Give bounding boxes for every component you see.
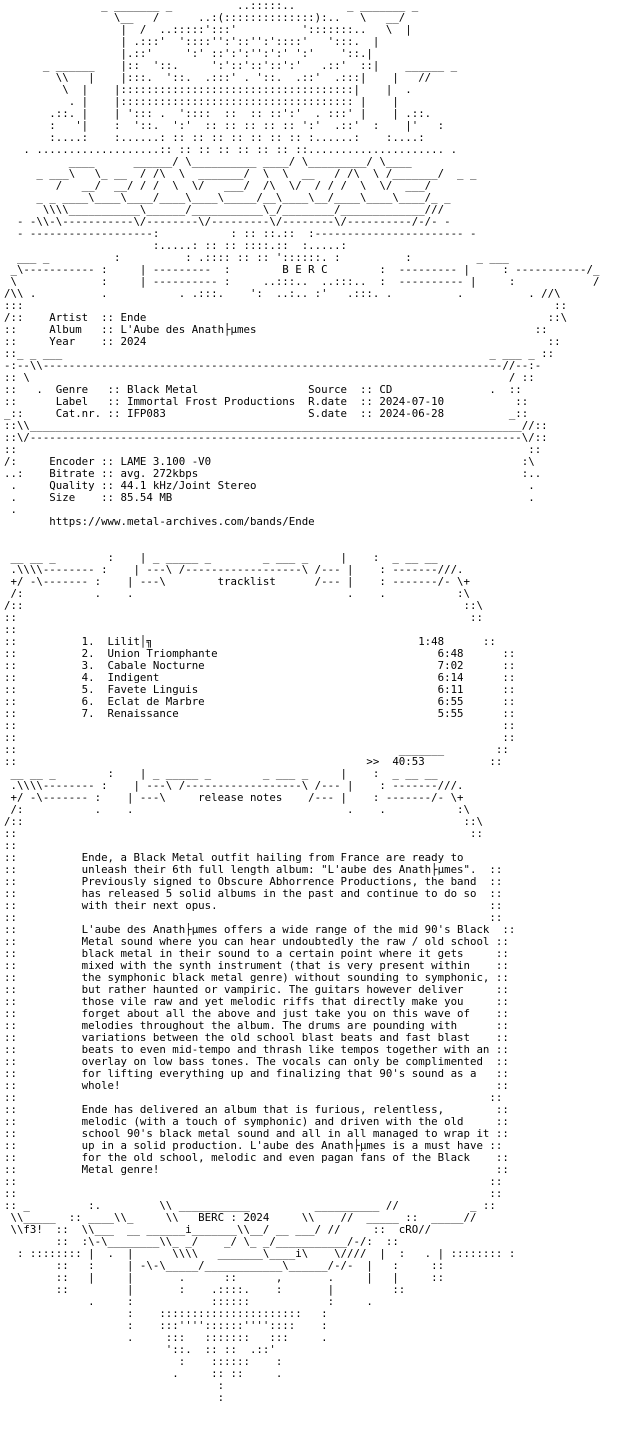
nfo-line: :	[4, 1379, 225, 1392]
nfo-line: /: . . . . :\	[4, 587, 470, 600]
nfo-line: :: ::	[4, 827, 483, 840]
nfo-line: . : :::::: : .	[4, 1295, 373, 1308]
nfo-line: :: mixed with the synth instrument (that is very present within ::	[4, 959, 509, 972]
nfo-line: '::. :: :: .::'	[4, 1343, 276, 1356]
nfo-line: :: Label :: Immortal Frost Productions R.date :: 2024-07-10 ::	[4, 395, 529, 408]
nfo-line: \\\\___________\______/___________\_/________/_____________///	[4, 203, 445, 216]
nfo-line: : :::''''::::::'''':::: :	[4, 1319, 328, 1332]
nfo-line: :.....: :: :: ::::.:: :.....:	[4, 239, 348, 252]
nfo-line: \__ / ..:(::::::::::::::):.. \ __/	[4, 11, 406, 24]
nfo-line: . Quality :: 44.1 kHz/Joint Stereo .	[4, 479, 535, 492]
nfo-line: :: ::	[4, 611, 483, 624]
nfo-line: ____ ______/ \__________ ____/ \_________/ \____	[4, 155, 412, 168]
nfo-line: :: Ende, a Black Metal outfit hailing from France are ready to	[4, 851, 464, 864]
nfo-line: .\\\\-------- : | ---\ /------------------\ /--- | : -------///.	[4, 563, 464, 576]
nfo-line: \\ | |:::. '::. .:::' . '::. .::' .:::| | //	[4, 71, 432, 84]
nfo-line: :	[4, 1391, 225, 1404]
nfo-line: :: : | -\-\_____/____________\______/-/- | : ::	[4, 1259, 445, 1272]
nfo-line: :: for the old school, melodic and even pagan fans of the Black ::	[4, 1151, 509, 1164]
nfo-line: :: . Genre :: Black Metal Source :: CD . ::	[4, 383, 522, 396]
nfo-line: :: L'aube des Anath├µmes offers a wide range of the mid 90's Black ::	[4, 923, 516, 936]
nfo-line: https://www.metal-archives.com/bands/Ende	[4, 515, 315, 528]
nfo-line: :: overlay on low bass tones. The vocals can only be complimented ::	[4, 1055, 509, 1068]
nfo-line: \ | |::::::::::::::::::::::::::::::::::::| | .	[4, 83, 412, 96]
nfo-line: :: the symphonic black metal genre) without sounding to symphonic, ::	[4, 971, 509, 984]
nfo-line: :: >> 40:53 ::	[4, 755, 503, 768]
nfo-line: . ::: ::::::: ::: .	[4, 1331, 328, 1344]
nfo-line: __ __ _ : | _ _____ _ _ ___ _ | : _ __ __	[4, 551, 438, 564]
nfo-line: : :::::: :	[4, 1355, 283, 1368]
nfo-line: ::: ::	[4, 299, 568, 312]
nfo-line: :: | | . :: , . | | ::	[4, 1271, 445, 1284]
nfo-line: :: up in a solid production. L'aube des Anath├µmes is a must have ::	[4, 1139, 503, 1152]
nfo-line: .::. | | '::: . ':::: :: :: ::':' . :::' | | .::.	[4, 107, 432, 120]
nfo-line: _:: Cat.nr. :: IFP083 S.date :: 2024-06-28 _::	[4, 407, 529, 420]
nfo-line: ::	[4, 839, 17, 852]
nfo-line: . ...................:: :: :: :: :: :: :: ::..................... .	[4, 143, 458, 156]
nfo-line: ::\/----------------------------------------------------------------------------\/::	[4, 431, 548, 444]
nfo-line: :: 7. Renaissance 5:55 ::	[4, 707, 516, 720]
nfo-line: /\\ . . . .:::. ': ..:.. :' .:::. . . . //\	[4, 287, 561, 300]
nfo-line: :: beats to even mid-tempo and thrash like tempos together with an ::	[4, 1043, 509, 1056]
nfo-line: :: ::	[4, 719, 516, 732]
nfo-line: ___ _ : : .:::: :: :: '::::::. : : _ ___	[4, 251, 509, 264]
nfo-line: :: Metal genre! ::	[4, 1163, 509, 1176]
nfo-line: . :: :: .	[4, 1367, 283, 1380]
nfo-line: /:: ::\	[4, 815, 483, 828]
nfo-line: :: Ende has delivered an album that is furious, relentless, ::	[4, 1103, 509, 1116]
nfo-line: /: Encoder :: LAME 3.100 -V0 :\	[4, 455, 535, 468]
nfo-line: :: ::	[4, 1175, 503, 1188]
nfo-line: :: :\-\________\\_ _/ _/ \_ _/___________/-/: ::	[4, 1235, 399, 1248]
nfo-line: .	[4, 503, 17, 516]
nfo-line: :: school 90's black metal sound and all in all managed to wrap it ::	[4, 1127, 509, 1140]
nfo-line: :: ::	[4, 1091, 503, 1104]
nfo-line: | .:::' '::::'':'::'':'::::' ':::. |	[4, 35, 380, 48]
nfo-line: :: ::	[4, 443, 542, 456]
nfo-line	[4, 528, 640, 540]
nfo-line: :....: :......: :: :: :: :: :: :: :: :......: :....:	[4, 131, 425, 144]
nfo-line: :: but rather haunted or vampiric. The guitars however deliver ::	[4, 983, 509, 996]
nfo-line: :: for lifting everything up and finalizing that 90's sound as a ::	[4, 1067, 509, 1080]
nfo-line: _ ______ |:: '::. ':'::'::'::':' .::' ::| ______ _	[4, 59, 458, 72]
nfo-line: :: whole! ::	[4, 1079, 509, 1092]
nfo-line: :: _ :. \\ ___________ __________ // _ ::	[4, 1199, 496, 1212]
nfo-line: /: . . . . :\	[4, 803, 470, 816]
nfo-line: :: forget about all the above and just take you on this wave of ::	[4, 1007, 509, 1020]
nfo-line: ::	[4, 623, 17, 636]
nfo-line: _ _ ____\____\____/____\____\_____/__\____\__/____\____\____/_ _	[4, 191, 451, 204]
nfo-line: _\----------- : | --------- : B E R C : --------- | : -----------/_	[4, 263, 600, 276]
nfo-line: / __/ __/ / / \ \/ ___/ /\ \/ / / / \ \/ ___/	[4, 179, 432, 192]
nfo-line: :: 2. Union Triomphante 6:48 ::	[4, 647, 516, 660]
nfo-line: :: 5. Favete Linguis 6:11 ::	[4, 683, 516, 696]
nfo-line: :: Metal sound where you can hear undoubtedly the raw / old school ::	[4, 935, 509, 948]
nfo-line: - -------------------: : :: ::.:: :----------------------- -	[4, 227, 477, 240]
nfo-line: -:--\\-----------------------------------------------------------------------//--:-	[4, 359, 542, 372]
nfo-line: :: with their next opus. ::	[4, 899, 503, 912]
nfo-line: /:: Artist :: Ende ::\	[4, 311, 568, 324]
nfo-line: :: \ / ::	[4, 371, 535, 384]
nfo-line: :: _______ ::	[4, 743, 509, 756]
nfo-line: ::_ _ ___ _ ___ _ ::	[4, 347, 555, 360]
nfo-line: \ : | ---------- : ..:::.. ..:::.. : ---------- | : /	[4, 275, 600, 288]
nfo-line: :: melodies throughout the album. The drums are pounding with ::	[4, 1019, 509, 1032]
nfo-line: /:: ::\	[4, 599, 483, 612]
nfo-line: :: melodic (with a touch of symphonic) and driven with the old ::	[4, 1115, 509, 1128]
nfo-document	[4, 0, 640, 1440]
nfo-line: :: variations between the old school blast beats and fast blast ::	[4, 1031, 509, 1044]
nfo-line: :: black metal in their sound to a certain point where it gets ::	[4, 947, 509, 960]
nfo-line: :: has released 5 solid albums in the past and continue to do so ::	[4, 887, 503, 900]
nfo-line: | / ..:::::':::' ':::::::.. \ |	[4, 23, 412, 36]
nfo-line: _ _______ _ ..:::::.. _ _______ _	[4, 0, 419, 12]
nfo-line: :: Year :: 2024 ::	[4, 335, 561, 348]
nfo-line: :: those vile raw and yet melodic riffs that directly make you ::	[4, 995, 509, 1008]
nfo-line: : :::::::::::::::::::::: :	[4, 1307, 328, 1320]
nfo-line: : :::::::: | . | \\\\ _______\____i\ \//// | : . | :::::::: :	[4, 1247, 516, 1260]
nfo-line: :: | : .::::. : | ::	[4, 1283, 406, 1296]
nfo-line: _ ___\ \_ __ / /\ \ _______/ \ \ __ / /\ \ /_______/ _ _	[4, 167, 477, 180]
nfo-line: :: Previously signed to Obscure Abhorrence Productions, the band ::	[4, 875, 503, 888]
nfo-line: :: ::	[4, 911, 503, 924]
nfo-line: . Size :: 85.54 MB .	[4, 491, 535, 504]
nfo-line: : '| : '::. ':' :: :: :: :: :: ':' .::' : |' :	[4, 119, 445, 132]
nfo-line: ::\\____________________________________________________________________________//::	[4, 419, 548, 432]
nfo-line: \\_____ :: ____\\_ \\ BERC : 2024 \\ // _____ :: _____//	[4, 1211, 477, 1224]
nfo-line: :: ::	[4, 731, 516, 744]
nfo-line: :: 6. Eclat de Marbre 6:55 ::	[4, 695, 516, 708]
nfo-line: ..: Bitrate :: avg. 272kbps :..	[4, 467, 542, 480]
nfo-line: :: 1. Lilit│╗ 1:48 ::	[4, 635, 496, 648]
nfo-line: +/ -\------- : | ---\ release notes /--- | : -------/- \+	[4, 791, 464, 804]
nfo-line: :: 3. Cabale Nocturne 7:02 ::	[4, 659, 516, 672]
nfo-line: +/ -\------- : | ---\ tracklist /--- | : -------/- \+	[4, 575, 470, 588]
nfo-line: :: 4. Indigent 6:14 ::	[4, 671, 516, 684]
nfo-line: __ __ _ : | _ _____ _ _ ___ _ | : _ __ __	[4, 767, 438, 780]
nfo-line: . | |:::::::::::::::::::::::::::::::::::: | |	[4, 95, 399, 108]
nfo-line: :: unleash their 6th full length album: "L'aube des Anath├µmes". ::	[4, 863, 503, 876]
nfo-line: .\\\\-------- : | ---\ /------------------\ /--- | : -------///.	[4, 779, 464, 792]
nfo-line: |.::' ':' ::':':'':':' ':' '::.|	[4, 47, 373, 60]
nfo-line: \\f3! :: \\___ __ ______i_______\\__/ __ ___/ // :: cRO//	[4, 1223, 432, 1236]
nfo-line: - -\\-\-----------\/--------\/---------\/--------\/----------/-/- -	[4, 215, 451, 228]
nfo-line: :: Album :: L'Aube des Anath├µmes ::	[4, 323, 548, 336]
nfo-line: :: ::	[4, 1187, 503, 1200]
